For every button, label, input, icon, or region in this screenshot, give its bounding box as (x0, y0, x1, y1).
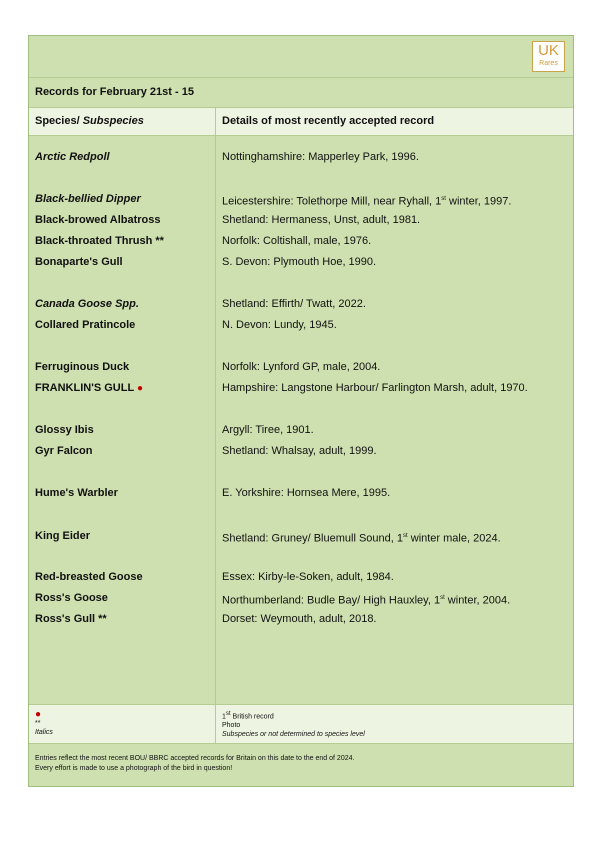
page-title: Records for February 21st - 15 (29, 78, 573, 108)
record-details: Hampshire: Langstone Harbour/ Farlington Marsh, adult, 1970. (222, 382, 528, 394)
species-name (35, 235, 164, 248)
species-label: Black-bellied Dipper (35, 193, 141, 205)
record-details: S. Devon: Plymouth Hoe, 1990. (222, 256, 377, 268)
species-name (35, 361, 129, 374)
legend-dot-symbol: ● (35, 709, 42, 720)
species-label: Ross's Gull ** (35, 613, 107, 625)
species-name (35, 424, 94, 437)
legend-photo: Photo (222, 722, 241, 730)
subspecies-header-label: Subspecies (82, 115, 144, 127)
species-label: Red-breasted Goose (35, 571, 143, 583)
first-record-dot-icon: ● (137, 383, 144, 394)
species-name (35, 256, 123, 269)
column-header-row (29, 108, 573, 136)
species-column (29, 136, 216, 704)
logo-rares-text: Rares (539, 60, 558, 67)
record-details: Nottinghamshire: Mapperley Park, 1996. (222, 151, 419, 163)
record-details: Shetland: Hermaness, Unst, adult, 1981. (222, 214, 421, 226)
species-label: King Eider (35, 530, 91, 542)
details-part: winter, 1997. (445, 195, 512, 208)
legend-first-sup: st (225, 711, 231, 717)
record-details (222, 592, 510, 608)
species-name (35, 530, 90, 543)
details-part: st (440, 595, 445, 601)
species-name (35, 382, 143, 395)
record-details (222, 530, 501, 546)
species-label: FRANKLIN'S GULL (35, 382, 134, 394)
legend-first-british-record (222, 710, 573, 721)
legend-row (29, 705, 573, 744)
species-name (35, 571, 143, 584)
species-label: Arctic Redpoll (35, 151, 110, 163)
species-name (35, 613, 107, 626)
species-label: Hume's Warbler (35, 487, 118, 499)
legend-meanings (216, 705, 573, 743)
species-label: Canada Goose Spp. (35, 298, 139, 310)
species-label: Collared Pratincole (35, 319, 136, 331)
species-label: Black-throated Thrush ** (35, 235, 164, 247)
details-part: Northumberland: Budle Bay/ High Hauxley, 1 (222, 594, 441, 607)
details-column-header: Details of most recently accepted record (222, 115, 435, 127)
species-column-header (29, 108, 216, 135)
species-label: Gyr Falcon (35, 445, 93, 457)
details-part: Shetland: Gruney/ Bluemull Sound, 1 (222, 532, 404, 545)
legend-star-symbol: ** (35, 720, 41, 727)
legend-symbols (29, 705, 216, 743)
footer-line-2: Every effort is made to use a photograph of the bird in question! (35, 765, 233, 772)
species-label: Ross's Goose (35, 592, 108, 604)
legend-subspecies: Subspecies or not determined to species level (222, 731, 365, 739)
record-details: Argyll: Tiree, 1901. (222, 424, 314, 436)
details-part: winter, 2004. (444, 594, 511, 607)
legend-first-text: British record (230, 713, 274, 721)
species-name (35, 445, 92, 458)
footer-note (29, 744, 573, 786)
species-label: Ferruginous Duck (35, 361, 130, 373)
species-name (35, 214, 161, 227)
uk-rares-logo (532, 41, 565, 72)
species-name (35, 592, 108, 605)
details-part: st (403, 533, 408, 539)
record-details: Norfolk: Lynford GP, male, 2004. (222, 361, 381, 373)
species-name (35, 151, 110, 164)
legend-italics-symbol: Italics (35, 729, 53, 736)
record-details: Norfolk: Coltishall, male, 1976. (222, 235, 372, 247)
legend-first-num: 1 (222, 713, 226, 721)
details-column (216, 136, 573, 704)
record-details: Shetland: Effirth/ Twatt, 2022. (222, 298, 366, 310)
species-label: Bonaparte's Gull (35, 256, 123, 268)
details-part: Leicestershire: Tolethorpe Mill, near Ryhall, 1 (222, 195, 442, 208)
species-name (35, 193, 141, 206)
species-header-label: Species/ (35, 115, 83, 127)
species-name (35, 319, 135, 332)
details-part: winter male, 2024. (407, 532, 501, 545)
record-details: Dorset: Weymouth, adult, 2018. (222, 613, 377, 625)
record-details (222, 193, 511, 209)
record-details: E. Yorkshire: Hornsea Mere, 1995. (222, 487, 391, 499)
species-name (35, 487, 118, 500)
species-label: Glossy Ibis (35, 424, 94, 436)
record-details: Shetland: Whalsay, adult, 1999. (222, 445, 377, 457)
species-name (35, 298, 139, 311)
record-details: Essex: Kirby-le-Soken, adult, 1984. (222, 571, 394, 583)
record-details: N. Devon: Lundy, 1945. (222, 319, 337, 331)
records-table-body (29, 136, 573, 705)
details-part: st (441, 196, 446, 202)
logo-uk-text: UK (538, 42, 559, 59)
footer-line-1: Entries reflect the most recent BOU/ BBRC accepted records for Britain on this date to the end of 2024. (35, 755, 355, 762)
logo-row (29, 36, 573, 78)
records-document (28, 35, 574, 787)
species-label: Black-browed Albatross (35, 214, 161, 226)
